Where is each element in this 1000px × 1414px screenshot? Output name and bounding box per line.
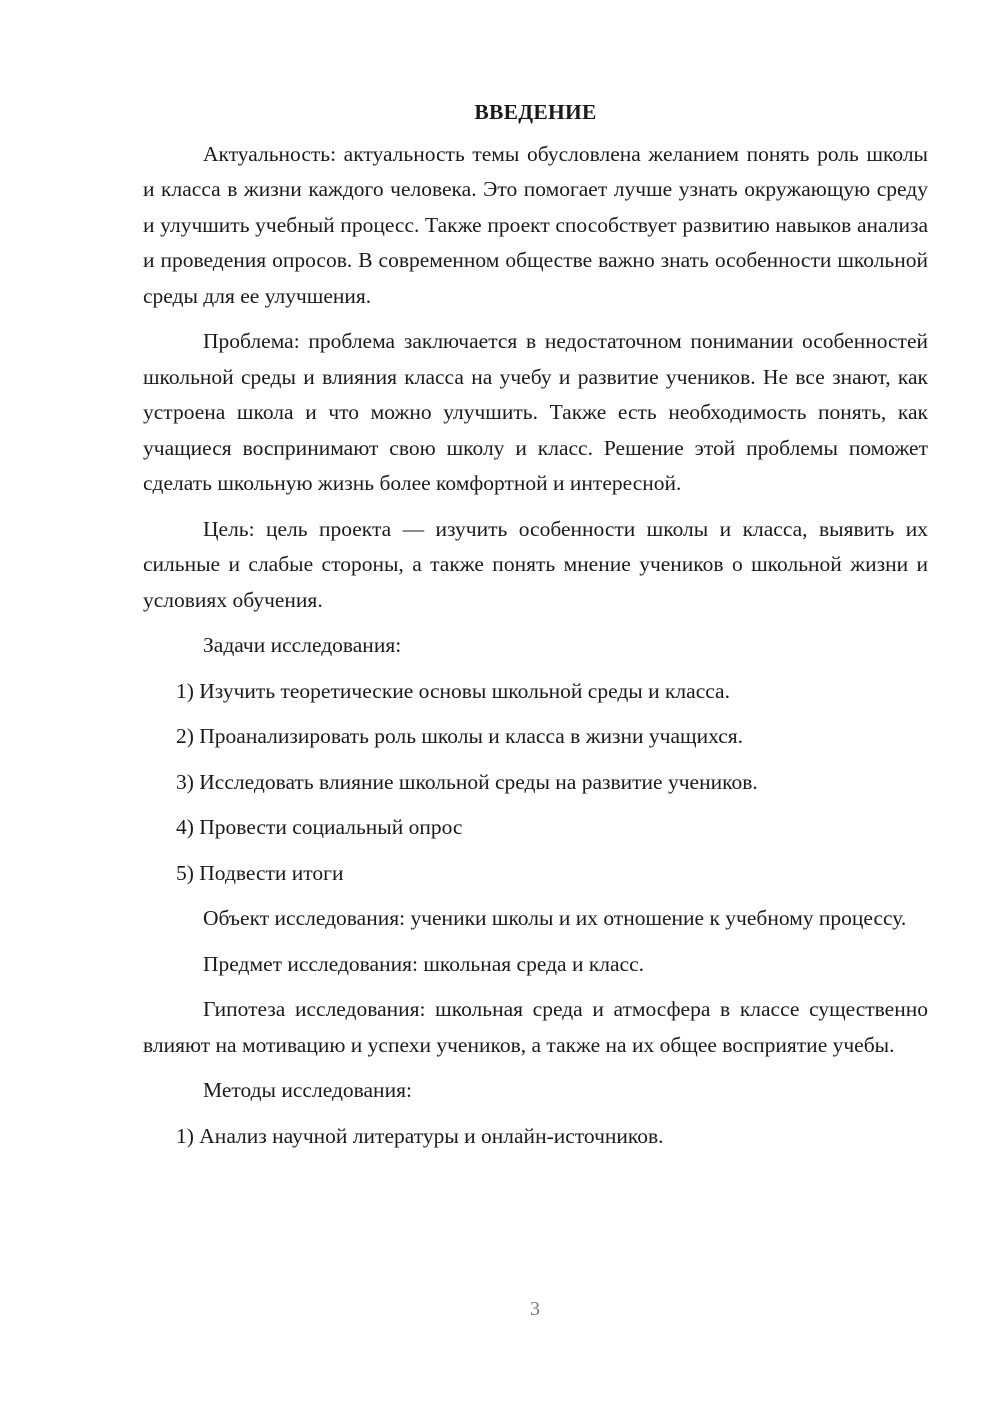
task-item-1: 1) Изучить теоретические основы школьной среды и класса. [176,678,730,703]
method-item-1: 1) Анализ научной литературы и онлайн-источников. [176,1123,664,1148]
page-content [143,95,928,1164]
object-paragraph: Объект исследования: ученики школы и их отношение к учебному процессу. [203,906,907,930]
problem-paragraph: Проблема: проблема заключается в недостаточном понимании особенностей школьной среды и влияния класса на учебу и развитие учеников. Не все знают, как устроена школа и что можно улучшить. Также есть необходимость понять, как учащиеся воспринимают свою школу и класс. Решение этой проблемы поможет сделать школьную жизнь более комфортной и интересной. [143,329,928,495]
methods-label: Методы исследования: [203,1078,412,1102]
tasks-label: Задачи исследования: [203,633,402,657]
section-title: ВВЕДЕНИЕ [474,100,597,124]
task-item-3: 3) Исследовать влияние школьной среды на развитие учеников. [176,769,758,794]
task-item-2: 2) Проанализировать роль школы и класса в жизни учащихся. [176,724,744,748]
subject-paragraph: Предмет исследования: школьная среда и класс. [203,951,645,976]
task-item-4: 4) Провести социальный опрос [176,815,463,839]
page-number: 3 [530,1298,540,1320]
task-item-5: 5) Подвести итоги [176,860,344,885]
relevance-paragraph: Актуальность: актуальность темы обусловлена желанием понять роль школы и класса в жизни каждого человека. Это помогает лучше узнать окружающую среду и улучшить учебный процесс. Также проект способствует развитию навыков анализа и проведения опросов. В современном обществе важно знать особенности школьной среды для ее улучшения. [143,141,928,308]
goal-paragraph: Цель: цель проекта — изучить особенности школы и класса, выявить их сильные и слабые стороны, а также понять мнение учеников о школьной жизни и условиях обучения. [143,516,928,612]
hypothesis-paragraph: Гипотеза исследования: школьная среда и атмосфера в классе существенно влияют на мотивацию и успехи учеников, а также на их общее восприятие учебы. [143,997,928,1057]
